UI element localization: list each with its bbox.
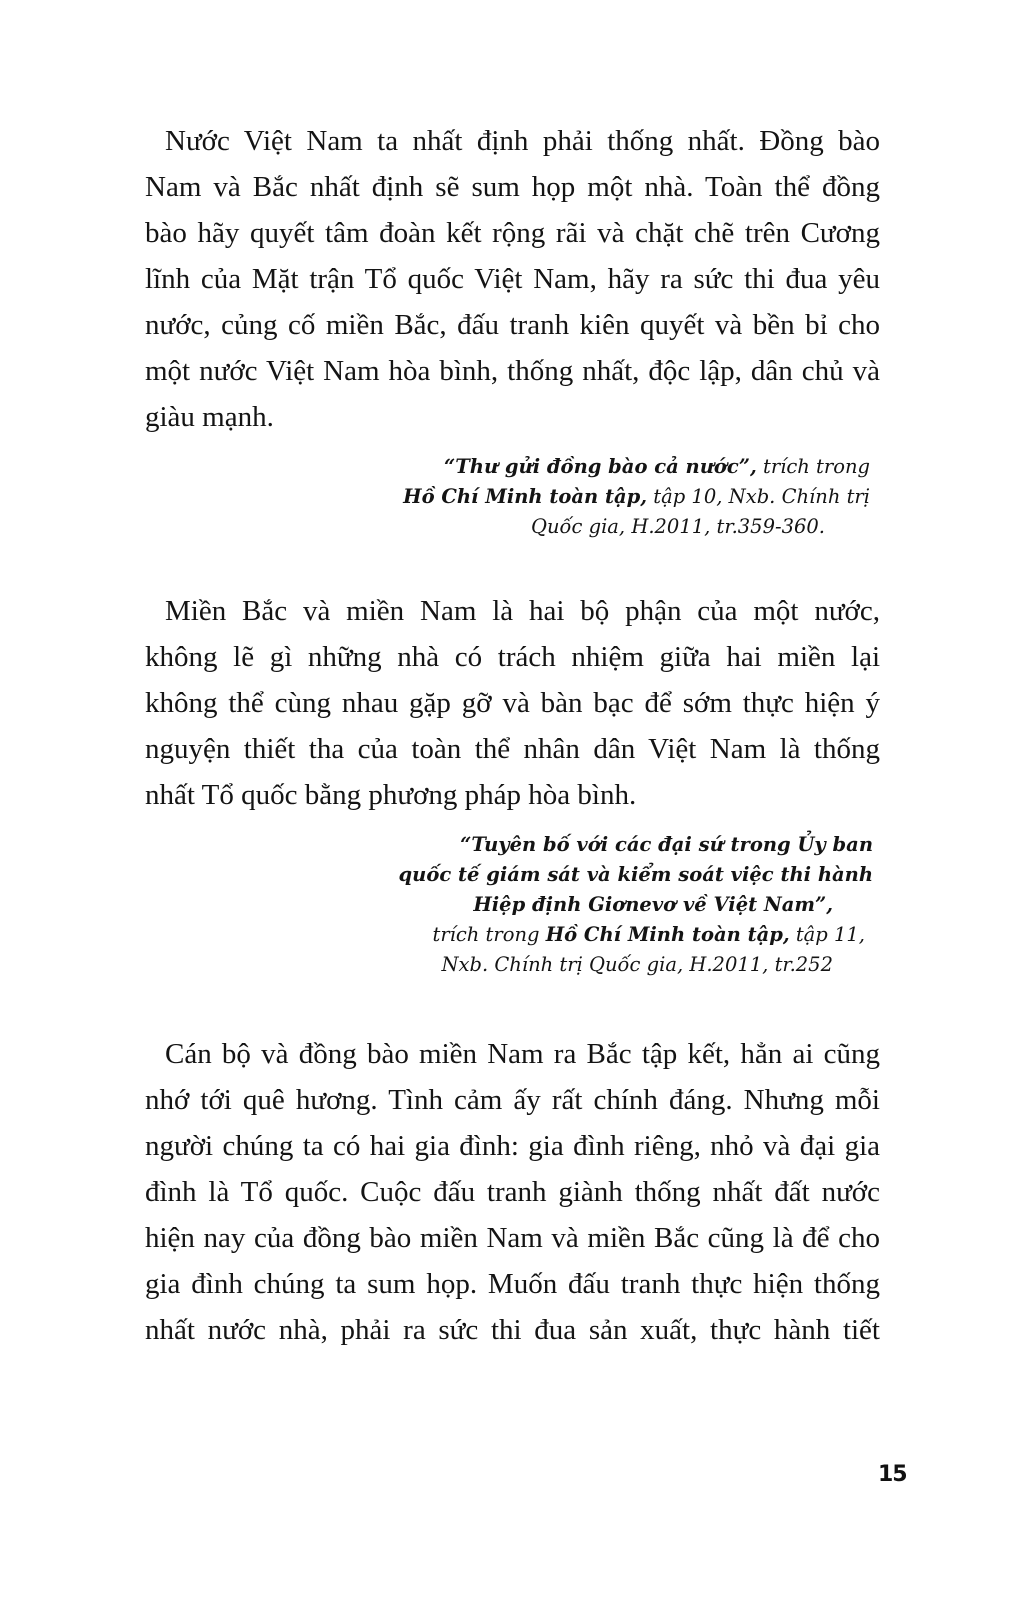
text-line: giàu mạnh. [145, 401, 274, 433]
text-line: đình là Tổ quốc. Cuộc đấu tranh giành thống nhất đất nước [145, 1176, 880, 1208]
text-line: nhớ tới quê hương. Tình cảm ấy rất chính đáng. Nhưng mỗi [145, 1084, 880, 1116]
citation-1 [403, 452, 870, 542]
text-line: gia đình chúng ta sum họp. Muốn đấu tranh thực hiện thống [145, 1268, 880, 1300]
paragraph-1 [145, 118, 880, 440]
paragraph-2 [145, 588, 880, 818]
text-line: nước, củng cố miền Bắc, đấu tranh kiên quyết và bền bỉ cho [145, 309, 880, 341]
text-line: nhất Tổ quốc bằng phương pháp hòa bình. [145, 779, 637, 811]
text-line: không thể cùng nhau gặp gỡ và bàn bạc để sớm thực hiện ý [145, 687, 880, 719]
paragraph-3 [145, 1031, 880, 1353]
text-line: một nước Việt Nam hòa bình, thống nhất, độc lập, dân chủ và [145, 355, 880, 387]
citation-text: Quốc gia, H.2011, tr.359-360. [530, 515, 825, 538]
text-line: không lẽ gì những nhà có trách nhiệm giữa hai miền lại [145, 641, 880, 673]
page-number: 15 [878, 1462, 907, 1487]
citation-title: Hiệp định Giơnevơ về Việt Nam”, [473, 893, 833, 916]
citation-text: Nxb. Chính trị Quốc gia, H.2011, tr.252 [441, 953, 833, 976]
text-line: Miền Bắc và miền Nam là hai bộ phận của một nước, [165, 595, 880, 627]
text-line: lĩnh của Mặt trận Tổ quốc Việt Nam, hãy ra sức thi đua yêu [145, 263, 880, 295]
citation-title: “Thư gửi đồng bào cả nước”, [444, 455, 757, 478]
text-line: người chúng ta có hai gia đình: gia đình riêng, nhỏ và đại gia [145, 1130, 880, 1162]
citation-text: tập 10, Nxb. Chính trị [647, 485, 870, 508]
citation-title: “Tuyên bố với các đại sứ trong Ủy ban [460, 833, 873, 856]
citation-text: trích trong [432, 923, 546, 946]
text-line: Nước Việt Nam ta nhất định phải thống nhất. Đồng bào [165, 125, 880, 157]
citation-book: Hồ Chí Minh toàn tập, [403, 485, 648, 508]
text-line: bào hãy quyết tâm đoàn kết rộng rãi và chặt chẽ trên Cương [145, 217, 880, 249]
citation-book: Hồ Chí Minh toàn tập, [545, 923, 790, 946]
text-line: hiện nay của đồng bào miền Nam và miền Bắc cũng là để cho [145, 1222, 880, 1254]
citation-title: quốc tế giám sát và kiểm soát việc thi hành [398, 863, 873, 886]
text-line: nguyện thiết tha của toàn thể nhân dân Việt Nam là thống [145, 733, 880, 765]
text-line: Cán bộ và đồng bào miền Nam ra Bắc tập kết, hẳn ai cũng [165, 1038, 880, 1070]
text-line: nhất nước nhà, phải ra sức thi đua sản xuất, thực hành tiết [145, 1314, 880, 1346]
citation-text: tập 11, [789, 923, 865, 946]
text-line: Nam và Bắc nhất định sẽ sum họp một nhà. Toàn thể đồng [145, 171, 880, 203]
citation-text: trích trong [756, 455, 870, 478]
citation-2 [399, 830, 873, 980]
